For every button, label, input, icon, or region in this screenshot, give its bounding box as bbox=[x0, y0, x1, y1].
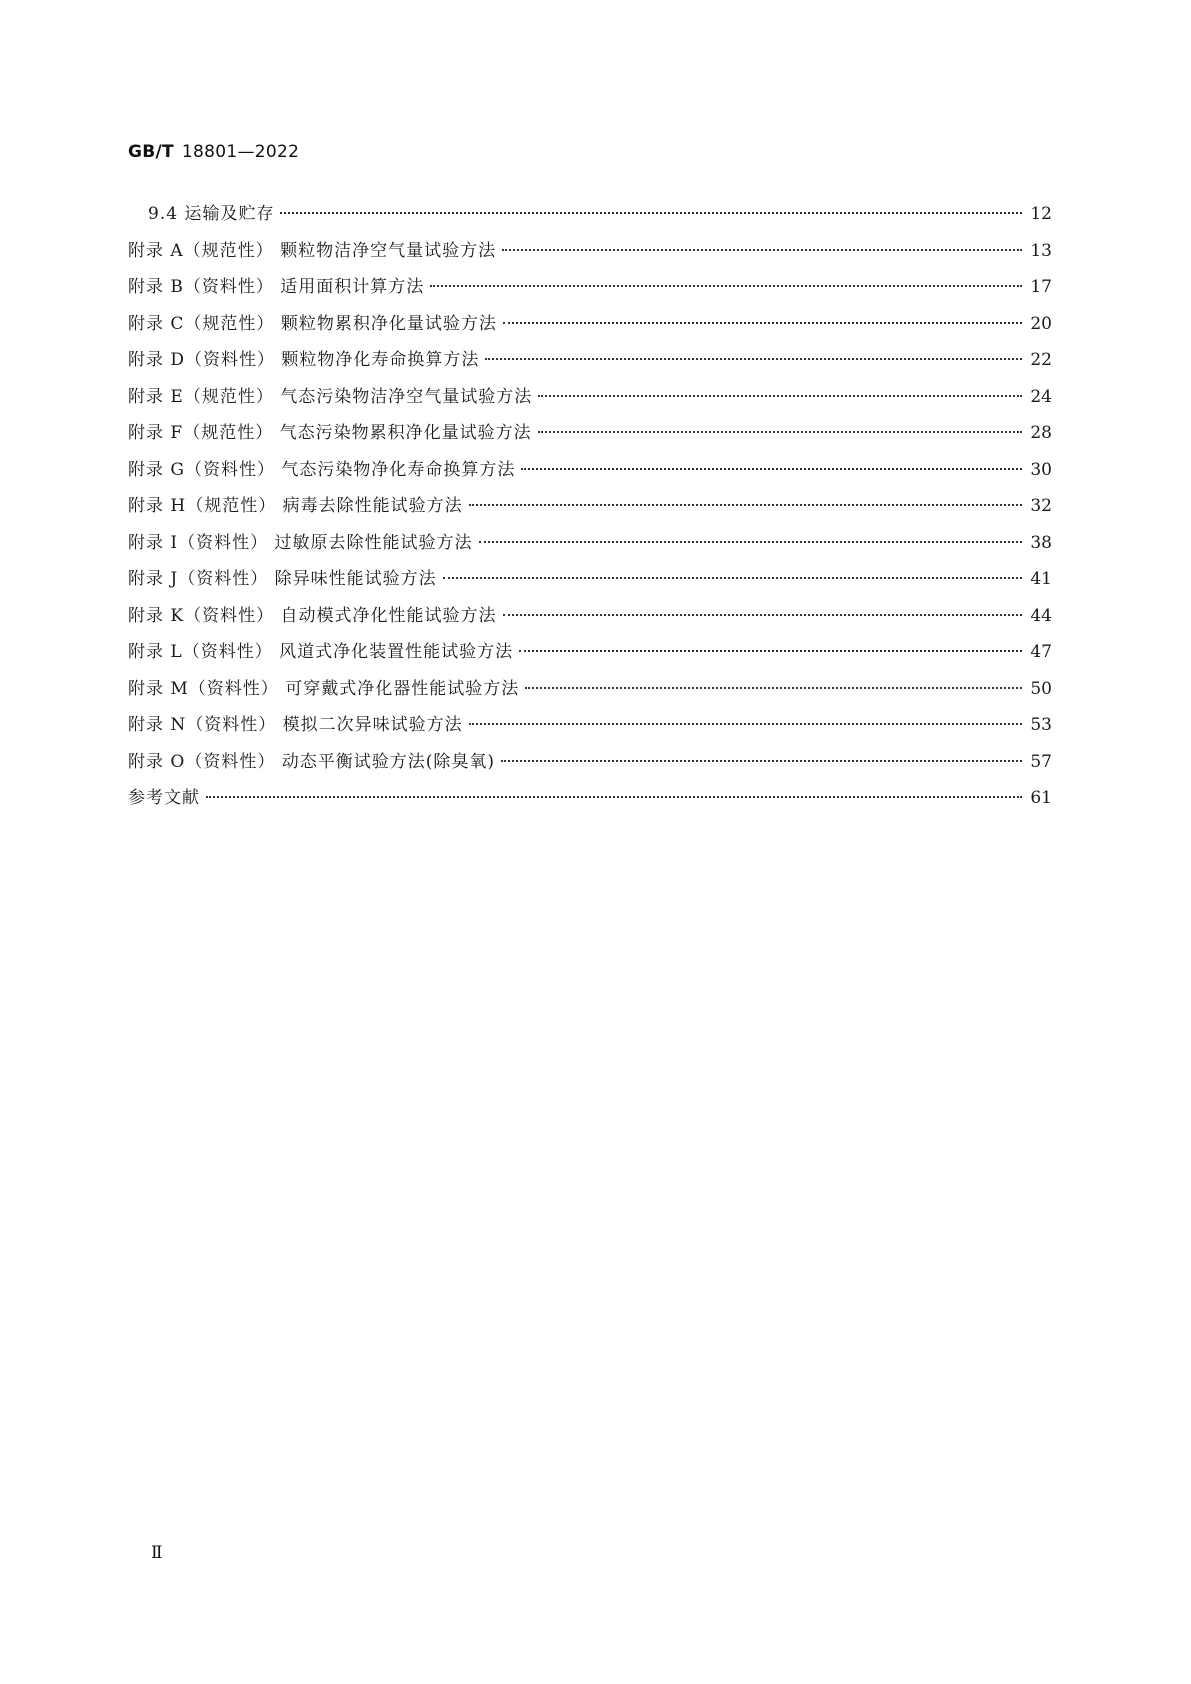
toc-dot-leader bbox=[206, 796, 1022, 798]
toc-dot-leader bbox=[503, 614, 1022, 616]
toc-entry[interactable] bbox=[128, 707, 1052, 744]
toc-entry-page: 22 bbox=[1030, 350, 1052, 370]
toc-dot-leader bbox=[521, 468, 1022, 470]
toc-dot-leader bbox=[469, 723, 1022, 725]
toc-dot-leader bbox=[503, 322, 1022, 324]
toc-entry[interactable] bbox=[128, 233, 1052, 270]
toc-entry-page: 20 bbox=[1030, 313, 1052, 334]
toc-entry-title: 附录 D（资料性） 颗粒物净化寿命换算方法 bbox=[128, 350, 480, 370]
toc-entry[interactable] bbox=[128, 488, 1052, 525]
toc-entry[interactable] bbox=[128, 306, 1052, 343]
toc-entry-title: 附录 H（规范性） 病毒去除性能试验方法 bbox=[128, 496, 463, 516]
toc-dot-leader bbox=[538, 431, 1022, 433]
toc-entry-page: 12 bbox=[1030, 204, 1052, 224]
toc-entry-page: 38 bbox=[1030, 532, 1052, 553]
toc-dot-leader bbox=[538, 395, 1022, 397]
toc-entry-page: 32 bbox=[1030, 496, 1052, 516]
toc-entry-title: 附录 O（资料性） 动态平衡试验方法(除臭氧) bbox=[128, 751, 496, 772]
toc-entry-title: 附录 F（规范性） 气态污染物累积净化量试验方法 bbox=[128, 423, 532, 443]
toc-dot-leader bbox=[280, 212, 1022, 214]
toc-dot-leader bbox=[485, 358, 1022, 360]
toc-entry-title: 附录 A（规范性） 颗粒物洁净空气量试验方法 bbox=[128, 240, 497, 261]
toc-entry-title: 附录 B（资料性） 适用面积计算方法 bbox=[128, 277, 425, 297]
toc-entry[interactable] bbox=[128, 671, 1052, 708]
toc-entry-page: 28 bbox=[1030, 423, 1052, 443]
toc-dot-leader bbox=[443, 577, 1022, 579]
toc-entry-title: 附录 C（规范性） 颗粒物累积净化量试验方法 bbox=[128, 313, 497, 334]
toc-entry[interactable] bbox=[128, 415, 1052, 452]
toc-entry-page: 41 bbox=[1030, 569, 1052, 589]
toc-entry-page: 24 bbox=[1030, 386, 1052, 407]
toc-entry[interactable] bbox=[128, 196, 1052, 233]
toc-entry-page: 50 bbox=[1030, 678, 1052, 699]
toc-dot-leader bbox=[519, 650, 1022, 652]
toc-entry[interactable] bbox=[128, 269, 1052, 306]
toc-dot-leader bbox=[502, 249, 1022, 251]
toc-dot-leader bbox=[479, 541, 1022, 543]
toc-entry[interactable] bbox=[128, 780, 1052, 817]
toc-entry-page: 30 bbox=[1030, 459, 1052, 480]
toc-entry-page: 53 bbox=[1030, 715, 1052, 735]
table-of-contents bbox=[128, 196, 1052, 817]
toc-entry-page: 47 bbox=[1030, 642, 1052, 662]
page-number: Ⅱ bbox=[151, 1543, 163, 1563]
toc-entry-title: 附录 N（资料性） 模拟二次异味试验方法 bbox=[128, 715, 463, 735]
toc-dot-leader bbox=[525, 687, 1022, 689]
toc-entry[interactable] bbox=[128, 452, 1052, 489]
toc-entry[interactable] bbox=[128, 342, 1052, 379]
standard-header bbox=[128, 142, 299, 162]
toc-entry[interactable] bbox=[128, 744, 1052, 781]
toc-entry-title: 附录 I（资料性） 过敏原去除性能试验方法 bbox=[128, 532, 473, 553]
toc-entry-title: 参考文献 bbox=[128, 788, 200, 808]
toc-entry-title: 附录 M（资料性） 可穿戴式净化器性能试验方法 bbox=[128, 678, 520, 699]
toc-entry[interactable] bbox=[128, 561, 1052, 598]
toc-entry-page: 57 bbox=[1030, 751, 1052, 772]
toc-entry-title: 附录 E（规范性） 气态污染物洁净空气量试验方法 bbox=[128, 386, 533, 407]
toc-entry-page: 13 bbox=[1030, 240, 1052, 261]
toc-dot-leader bbox=[430, 285, 1022, 287]
toc-entry[interactable] bbox=[128, 598, 1052, 635]
toc-entry-page: 17 bbox=[1030, 277, 1052, 297]
toc-dot-leader bbox=[469, 504, 1022, 506]
standard-code: 18801—2022 bbox=[181, 142, 300, 162]
toc-entry-title: 附录 J（资料性） 除异味性能试验方法 bbox=[128, 569, 437, 589]
toc-entry-page: 44 bbox=[1030, 605, 1052, 626]
toc-entry-title: 附录 K（资料性） 自动模式净化性能试验方法 bbox=[128, 605, 497, 626]
toc-entry-title: 附录 G（资料性） 气态污染物净化寿命换算方法 bbox=[128, 459, 516, 480]
standard-prefix: GB/T bbox=[128, 142, 174, 162]
toc-entry-title: 9.4 运输及贮存 bbox=[148, 204, 275, 224]
toc-dot-leader bbox=[501, 760, 1022, 762]
toc-entry[interactable] bbox=[128, 379, 1052, 416]
toc-entry-title: 附录 L（资料性） 风道式净化装置性能试验方法 bbox=[128, 642, 514, 662]
toc-entry[interactable] bbox=[128, 525, 1052, 562]
toc-entry-page: 61 bbox=[1030, 788, 1052, 808]
toc-entry[interactable] bbox=[128, 634, 1052, 671]
